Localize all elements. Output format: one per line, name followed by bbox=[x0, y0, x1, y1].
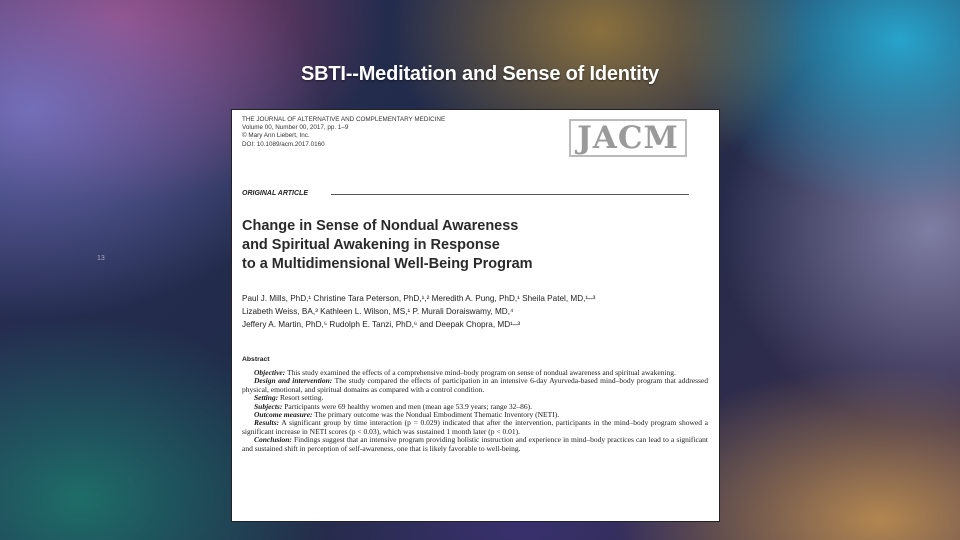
journal-name: THE JOURNAL OF ALTERNATIVE AND COMPLEMENTARY MEDICINE bbox=[242, 116, 446, 123]
abstract-section-text: The primary outcome was the Nondual Embodiment Thematic Inventory (NETI). bbox=[312, 410, 560, 420]
author-line: Paul J. Mills, PhD,¹ Christine Tara Peterson, PhD,¹,² Meredith A. Pung, PhD,¹ Sheila Patel, MD,¹–³ bbox=[242, 294, 596, 303]
article-type: ORIGINAL ARTICLE bbox=[242, 190, 308, 197]
abstract-design bbox=[242, 377, 708, 394]
slide-number: 13 bbox=[97, 255, 105, 262]
journal-doi: DOI: 10.1089/acm.2017.0160 bbox=[242, 140, 325, 148]
header-rule bbox=[331, 194, 689, 195]
abstract-heading: Abstract bbox=[242, 356, 270, 363]
slide-title: SBTI--Meditation and Sense of Identity bbox=[301, 63, 659, 85]
title-line: and Spiritual Awakening in Response bbox=[242, 237, 500, 253]
abstract-section-text: Resort setting. bbox=[278, 393, 324, 403]
paper-screenshot bbox=[231, 109, 720, 522]
author-line: Jeffery A. Martin, PhD,⁵ Rudolph E. Tanzi, PhD,⁶ and Deepak Chopra, MD¹–³ bbox=[242, 320, 521, 329]
abstract-section-label: Design and intervention: bbox=[254, 376, 333, 386]
abstract-results bbox=[242, 419, 708, 436]
abstract-conclusion bbox=[242, 436, 708, 453]
title-line: to a Multidimensional Well-Being Program bbox=[242, 256, 533, 272]
article-title bbox=[242, 217, 682, 274]
abstract-section-label: Subjects: bbox=[254, 401, 283, 411]
abstract-section-text: This study examined the effects of a comprehensive mind–body program on sense of nondual awareness and spiritual awakening. bbox=[285, 368, 676, 377]
abstract-section-text: Participants were 69 healthy women and men (mean age 53.9 years; range 32–86). bbox=[282, 401, 533, 411]
abstract-section-label: Objective: bbox=[254, 368, 286, 377]
abstract-section-text: A significant group by time interaction (p = 0.029) indicated that after the intervention, participants in the mind–body program showed a significant increase in NETI scores (p < 0.03), which was sustained 1 month later (p < 0.01). bbox=[242, 418, 708, 436]
abstract-section-text: The study compared the effects of participation in an intensive 6-day Ayurveda-based mind–body program that addressed physical, emotional, and spiritual domains as compared with a control condition. bbox=[242, 376, 709, 394]
abstract-section-label: Conclusion: bbox=[254, 435, 292, 445]
author-line: Lizabeth Weiss, BA,³ Kathleen L. Wilson, MS,¹ P. Murali Doraiswamy, MD,⁴ bbox=[242, 307, 514, 316]
abstract-section-label: Results: bbox=[254, 418, 280, 428]
abstract-section-label: Setting: bbox=[254, 393, 279, 403]
journal-volume: Volume 00, Number 00, 2017, pp. 1–9 bbox=[242, 124, 349, 132]
abstract-section-text: Findings suggest that an intensive program providing holistic instruction and experience in mind–body practices can lead to a significant and sustained shift in perception of self-awareness, one that is likely favorable to well-being. bbox=[242, 435, 708, 453]
author-list bbox=[242, 292, 712, 331]
jacm-logo: JACM bbox=[569, 119, 687, 157]
journal-copyright: © Mary Ann Liebert, Inc. bbox=[242, 132, 310, 140]
abstract-body bbox=[242, 369, 708, 453]
journal-meta bbox=[242, 116, 445, 149]
title-line: Change in Sense of Nondual Awareness bbox=[242, 218, 519, 234]
abstract-section-label: Outcome measure: bbox=[254, 410, 313, 420]
